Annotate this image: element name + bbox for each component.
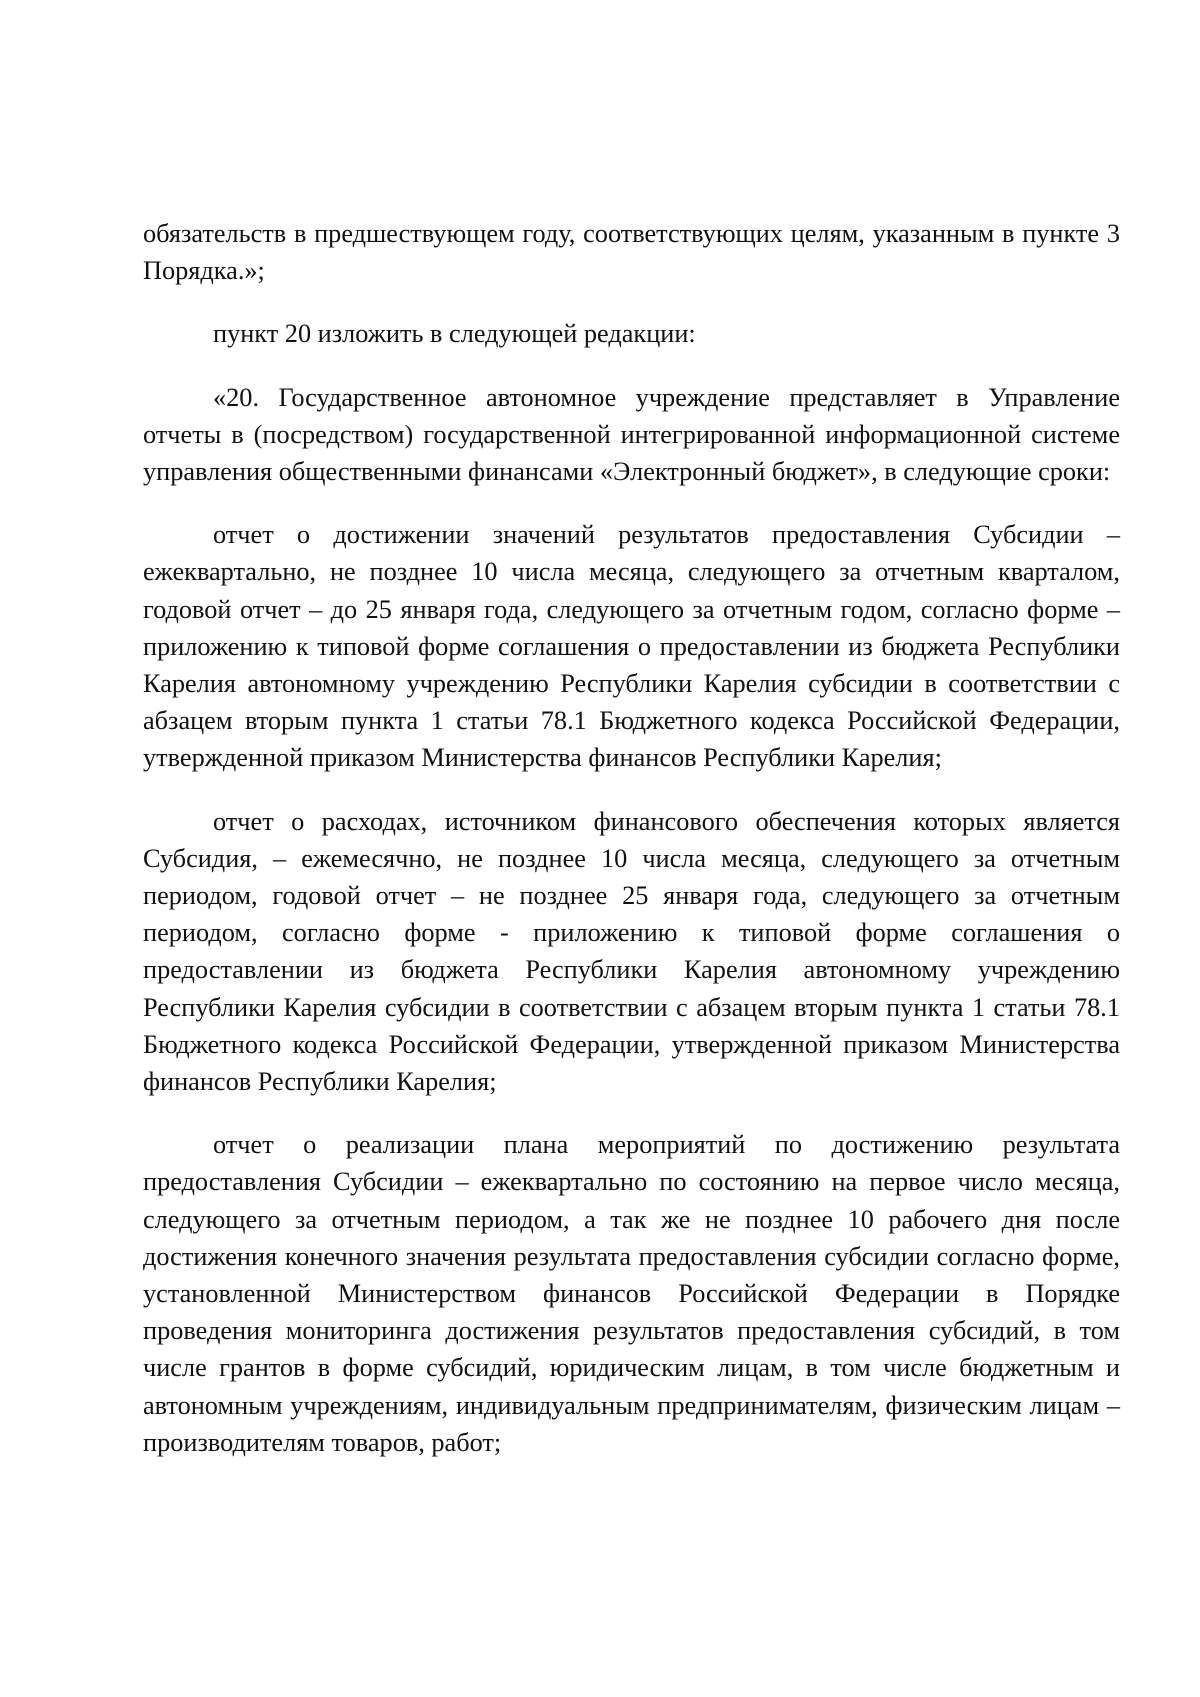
paragraph-continuation: обязательств в предшествующем году, соответствующих целям, указанным в пункте 3 Порядка.»; [143, 219, 1120, 286]
paragraph-clause-20: «20. Государственное автономное учреждение представляет в Управление отчеты в (посредством) государственной интегрированной информационной системе управления общественными финансами «Электронный бюджет», в следующие сроки: [143, 382, 1120, 487]
paragraph-plan-report: отчет о реализации плана мероприятий по достижению результата предоставления Субсидии – ежеквартально по состоянию на первое число месяца, следующего за отчетным периодом, а так же не позднее 10 рабочего дня после достижения конечного значения результата предоставления субсидии согласно форме, установленной Министерством финансов Российской Федерации в Порядке проведения мониторинга достижения результатов предоставления субсидий, в том числе грантов в форме субсидий, юридическим лицам, в том числе бюджетным и автономным учреждениям, индивидуальным предпринимателям, физическим лицам – производителям товаров, работ; [143, 1130, 1120, 1457]
document-body [143, 215, 1120, 1487]
paragraph-amendment-intro: пункт 20 изложить в следующей редакции: [213, 319, 696, 349]
paragraph-expenses-report: отчет о расходах, источником финансового обеспечения которых является Субсидия, – ежемесячно, не позднее 10 числа месяца, следующего за отчетным периодом, годовой отчет – не позднее 25 января года, следующего за отчетным периодом, согласно форме - приложению к типовой форме соглашения о предоставлении из бюджета Республики Карелия автономному учреждению Республики Карелия субсидии в соответствии с абзацем вторым пункта 1 статьи 78.1 Бюджетного кодекса Российской Федерации, утвержденной приказом Министерства финансов Республики Карелия; [143, 806, 1120, 1097]
paragraph-results-report: отчет о достижении значений результатов предоставления Субсидии – ежеквартально, не позднее 10 числа месяца, следующего за отчетным кварталом, годовой отчет – до 25 января года, следующего за отчетным годом, согласно форме – приложению к типовой форме соглашения о предоставлении из бюджета Республики Карелия автономному учреждению Республики Карелия субсидии в соответствии с абзацем вторым пункта 1 статьи 78.1 Бюджетного кодекса Российской Федерации, утвержденной приказом Министерства финансов Республики Карелия; [143, 520, 1120, 773]
